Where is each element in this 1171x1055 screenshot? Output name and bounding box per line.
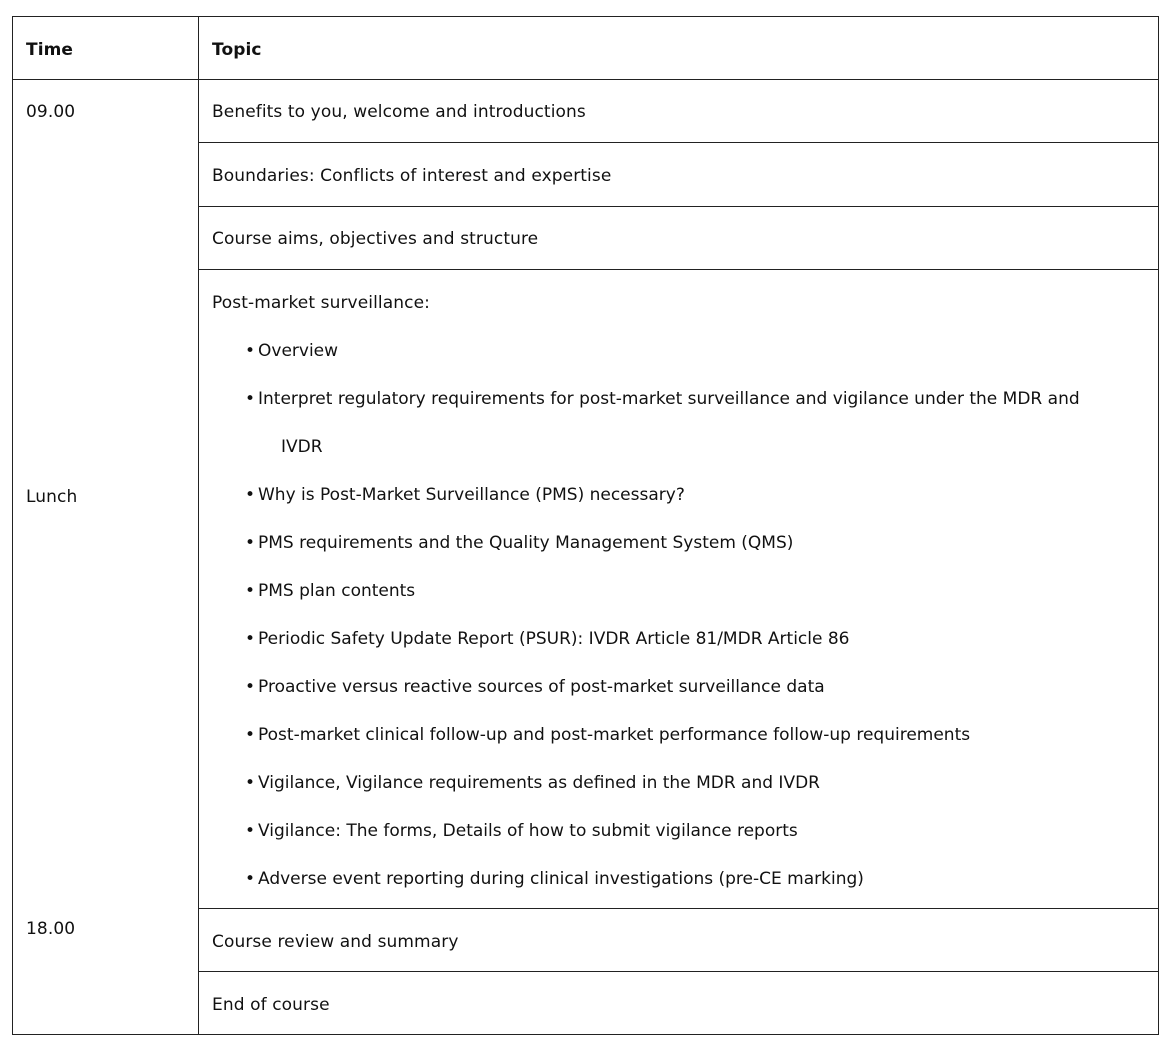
pms-bullet [245, 629, 849, 649]
pms-bullet [245, 677, 825, 697]
bullet-text: Proactive versus reactive sources of post-market surveillance data [258, 677, 825, 697]
bullet-text: Adverse event reporting during clinical investigations (pre-CE marking) [258, 869, 864, 889]
time-lunch: Lunch [26, 487, 78, 507]
column-divider [198, 17, 199, 1034]
bullet-icon: • [245, 725, 256, 745]
bullet-text: PMS plan contents [258, 581, 416, 601]
pms-heading: Post-market surveillance: [212, 293, 430, 313]
bullet-icon: • [245, 485, 256, 505]
bullet-icon: • [245, 821, 256, 841]
header-row-divider [13, 79, 1158, 80]
time-end: 18.00 [26, 919, 76, 939]
topic-row: Boundaries: Conflicts of interest and expertise [212, 166, 612, 186]
bullet-icon: • [245, 773, 256, 793]
bullet-icon: • [245, 677, 256, 697]
row-divider [199, 142, 1158, 143]
pms-bullet [245, 821, 798, 841]
topic-row: End of course [212, 995, 330, 1015]
pms-bullet [245, 485, 685, 505]
bullet-continuation-text: IVDR [281, 437, 323, 457]
bullet-text: Interpret regulatory requirements for post-market surveillance and vigilance under the MDR and [258, 389, 1080, 409]
topic-column-header: Topic [212, 40, 262, 60]
bullet-icon: • [245, 533, 256, 553]
course-schedule-table [12, 16, 1159, 1035]
bullet-icon: • [245, 581, 256, 601]
bullet-icon: • [245, 341, 256, 361]
row-divider [199, 206, 1158, 207]
row-divider [199, 908, 1158, 909]
bullet-icon: • [245, 389, 256, 409]
time-column-header: Time [26, 40, 74, 60]
topic-row: Course review and summary [212, 932, 459, 952]
bullet-text: PMS requirements and the Quality Management System (QMS) [258, 533, 794, 553]
row-divider [199, 269, 1158, 270]
bullet-text: Vigilance, Vigilance requirements as defined in the MDR and IVDR [258, 773, 820, 793]
pms-bullet [245, 581, 415, 601]
bullet-text: Periodic Safety Update Report (PSUR): IVDR Article 81/MDR Article 86 [258, 629, 850, 649]
bullet-icon: • [245, 869, 256, 889]
pms-bullet [245, 389, 1080, 409]
topic-row: Course aims, objectives and structure [212, 229, 539, 249]
bullet-text: Why is Post-Market Surveillance (PMS) necessary? [258, 485, 685, 505]
time-start: 09.00 [26, 102, 76, 122]
pms-bullet [245, 725, 970, 745]
pms-bullet [245, 869, 864, 889]
pms-bullet [245, 533, 793, 553]
bullet-icon: • [245, 629, 256, 649]
pms-bullet [245, 773, 820, 793]
pms-bullet [245, 341, 338, 361]
row-divider [199, 971, 1158, 972]
bullet-text: Vigilance: The forms, Details of how to submit vigilance reports [258, 821, 798, 841]
bullet-text: Post-market clinical follow-up and post-market performance follow-up requirements [258, 725, 971, 745]
topic-row: Benefits to you, welcome and introductions [212, 102, 586, 122]
bullet-text: Overview [258, 341, 339, 361]
